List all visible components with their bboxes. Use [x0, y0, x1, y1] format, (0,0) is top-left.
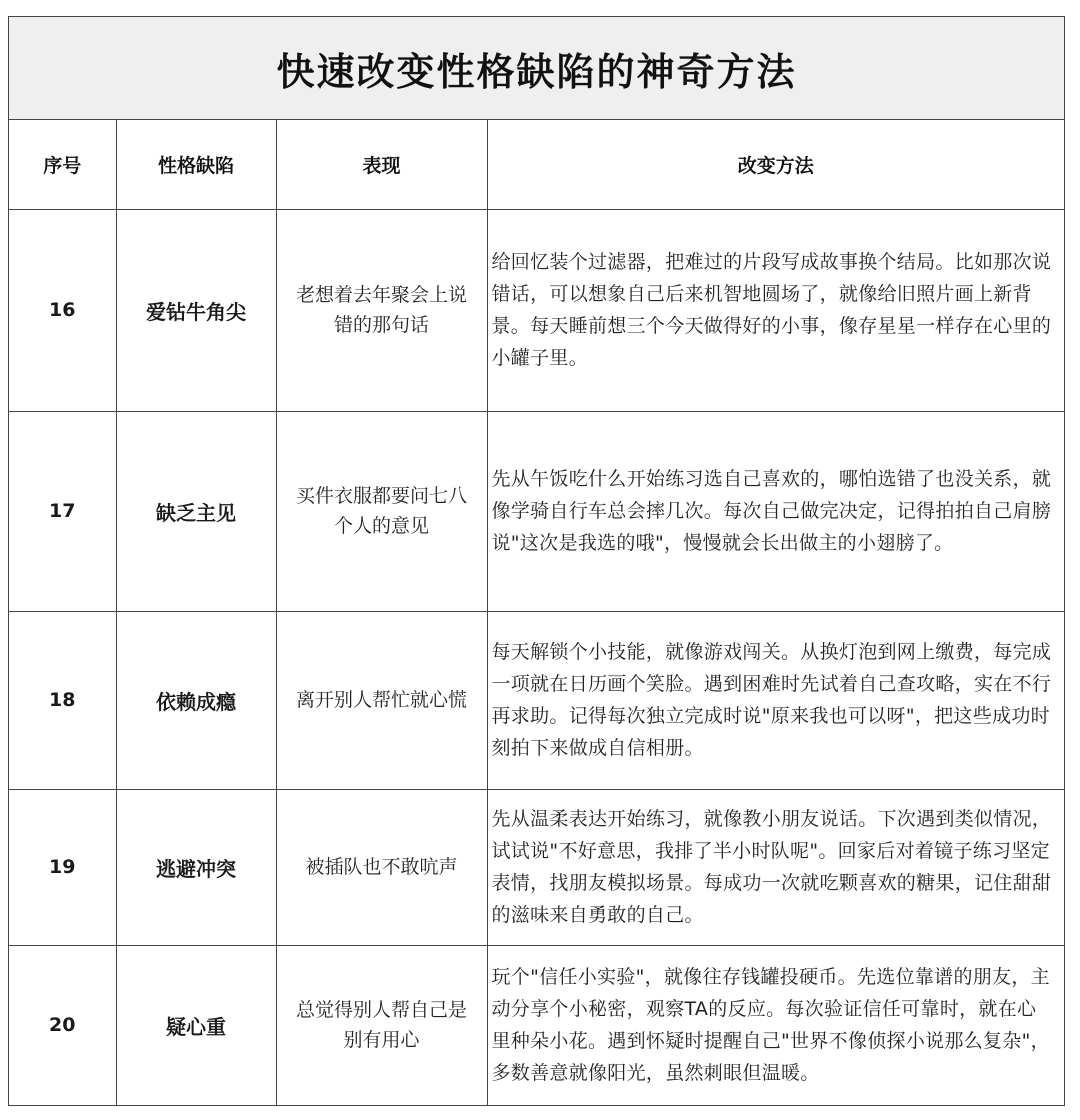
- row-show: 被插队也不敢吭声: [276, 789, 487, 945]
- table-row: [9, 209, 1064, 411]
- row-method: 先从午饭吃什么开始练习选自己喜欢的，哪怕选错了也没关系，就像学骑自行车总会摔几次。每次自己做完决定，记得拍拍自己肩膀说"这次是我选的哦"，慢慢就会长出做主的小翅膀了。: [487, 411, 1064, 611]
- row-method: 玩个"信任小实验"，就像往存钱罐投硬币。先选位靠谱的朋友，主动分享个小秘密，观察TA的反应。每次验证信任可靠时，就在心里种朵小花。遇到怀疑时提醒自己"世界不像侦探小说那么复杂"，多数善意就像阳光，虽然刺眼但温暖。: [491, 966, 1050, 1085]
- header-show: 表现: [276, 120, 487, 209]
- row-trait: 爱钻牛角尖: [116, 209, 276, 411]
- row-show: 买件衣服都要问七八个人的意见: [276, 411, 487, 611]
- methods-table-card: [8, 16, 1065, 1106]
- header-method: 改变方法: [487, 120, 1064, 209]
- row-num: 20: [9, 945, 116, 1105]
- table-row: [9, 789, 1064, 945]
- row-trait: 逃避冲突: [116, 789, 276, 945]
- header-num: 序号: [9, 120, 116, 209]
- header-trait: 性格缺陷: [116, 120, 276, 209]
- row-num: 16: [9, 209, 116, 411]
- row-num: 18: [9, 611, 116, 789]
- row-num: 19: [9, 789, 116, 945]
- row-num: 17: [9, 411, 116, 611]
- table-row: [9, 611, 1064, 789]
- row-trait: 依赖成瘾: [116, 611, 276, 789]
- row-method: 先从温柔表达开始练习，就像教小朋友说话。下次遇到类似情况，试试说"不好意思，我排了半小时队呢"。回家后对着镜子练习坚定表情，找朋友模拟场景。每成功一次就吃颗喜欢的糖果，记住甜甜的滋味来自勇敢的自己。: [487, 789, 1064, 945]
- row-show: 老想着去年聚会上说错的那句话: [276, 209, 487, 411]
- row-trait: 疑心重: [116, 945, 276, 1105]
- row-method: 给回忆装个过滤器，把难过的片段写成故事换个结局。比如那次说错话，可以想象自己后来机智地圆场了，就像给旧照片画上新背景。每天睡前想三个今天做得好的小事，像存星星一样存在心里的小罐子里。: [487, 209, 1064, 411]
- row-trait: 缺乏主见: [116, 411, 276, 611]
- table-row: [9, 945, 1064, 1105]
- row-method: 每天解锁个小技能，就像游戏闯关。从换灯泡到网上缴费，每完成一项就在日历画个笑脸。遇到困难时先试着自己查攻略，实在不行再求助。记得每次独立完成时说"原来我也可以呀"，把这些成功时刻拍下来做成自信相册。: [487, 611, 1064, 789]
- table-title: 快速改变性格缺陷的神奇方法: [9, 17, 1064, 120]
- methods-table: [9, 120, 1064, 1105]
- header-row: [9, 120, 1064, 209]
- row-show: 离开别人帮忙就心慌: [276, 611, 487, 789]
- row-show: 总觉得别人帮自己是别有用心: [276, 945, 487, 1105]
- table-row: [9, 411, 1064, 611]
